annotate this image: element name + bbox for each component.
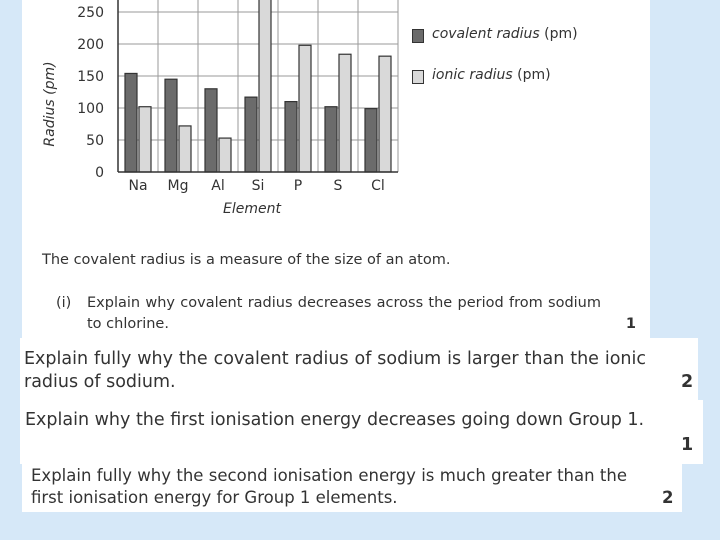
bar-covalent-na: [125, 73, 137, 172]
question-sodium-radius-text: Explain fully why the covalent radius of sodium is larger than the ionic radius of sodium.: [24, 349, 646, 392]
covalent-radius-note: The covalent radius is a measure of the size of an atom.: [42, 252, 451, 268]
bar-ionic-cl: [379, 56, 391, 172]
y-tick-label: 200: [77, 37, 104, 53]
question-second-ionisation-marks: 2: [662, 488, 674, 507]
bar-covalent-si: [245, 97, 257, 172]
bar-covalent-al: [205, 89, 217, 172]
x-tick-label-al: Al: [211, 178, 225, 194]
question-ionisation-text: Explain why the first ionisation energy decreases going down Group 1.: [25, 410, 645, 430]
question-i-number: (i): [56, 295, 72, 311]
bar-ionic-p: [299, 45, 311, 172]
legend-covalent-unit: (pm): [539, 26, 578, 42]
question-box-second-ionisation: [22, 464, 682, 512]
y-tick-label: 150: [77, 69, 104, 85]
bar-covalent-mg: [165, 79, 177, 172]
x-tick-label-cl: Cl: [371, 178, 385, 194]
y-tick-label: 50: [86, 133, 104, 149]
bar-ionic-mg: [179, 126, 191, 172]
legend-covalent-term: covalent radius: [432, 26, 540, 42]
bar-ionic-si: [259, 0, 271, 172]
question-ionisation-marks: 1: [681, 435, 694, 455]
legend-ionic-unit: (pm): [512, 67, 551, 83]
bar-ionic-s: [339, 54, 351, 172]
question-i-text: Explain why covalent radius decreases across the period from sodium to chlorine.: [87, 295, 601, 332]
x-axis-title: Element: [223, 201, 281, 217]
y-tick-label: 0: [95, 165, 104, 181]
y-axis-title: Radius (pm): [42, 61, 58, 147]
legend-covalent-swatch: [412, 29, 424, 43]
bar-covalent-p: [285, 102, 297, 172]
bar-covalent-s: [325, 107, 337, 172]
x-tick-label-s: S: [333, 178, 343, 194]
question-box-ionisation-group1: [20, 400, 703, 464]
worksheet-page: [22, 0, 650, 338]
legend-ionic-swatch: [412, 70, 424, 84]
bar-ionic-al: [219, 138, 231, 172]
bar-ionic-na: [139, 107, 151, 172]
bar-covalent-cl: [365, 109, 377, 172]
x-tick-label-p: P: [293, 178, 303, 194]
question-box-sodium-radius: [20, 338, 698, 400]
question-i-marks: 1: [625, 316, 636, 332]
y-tick-label: 250: [77, 5, 104, 21]
question-second-ionisation-text: Explain fully why the second ionisation energy is much greater than the first ionisation energy for Group 1 elements.: [31, 466, 627, 507]
x-tick-label-si: Si: [251, 178, 265, 194]
legend-ionic-term: ionic radius: [432, 67, 513, 83]
question-sodium-radius-marks: 2: [681, 372, 694, 392]
legend-covalent-label: [432, 26, 578, 42]
x-tick-label-na: Na: [128, 178, 148, 194]
x-tick-label-mg: Mg: [167, 178, 189, 194]
legend-ionic-label: [432, 67, 551, 83]
y-tick-label: 100: [77, 101, 104, 117]
